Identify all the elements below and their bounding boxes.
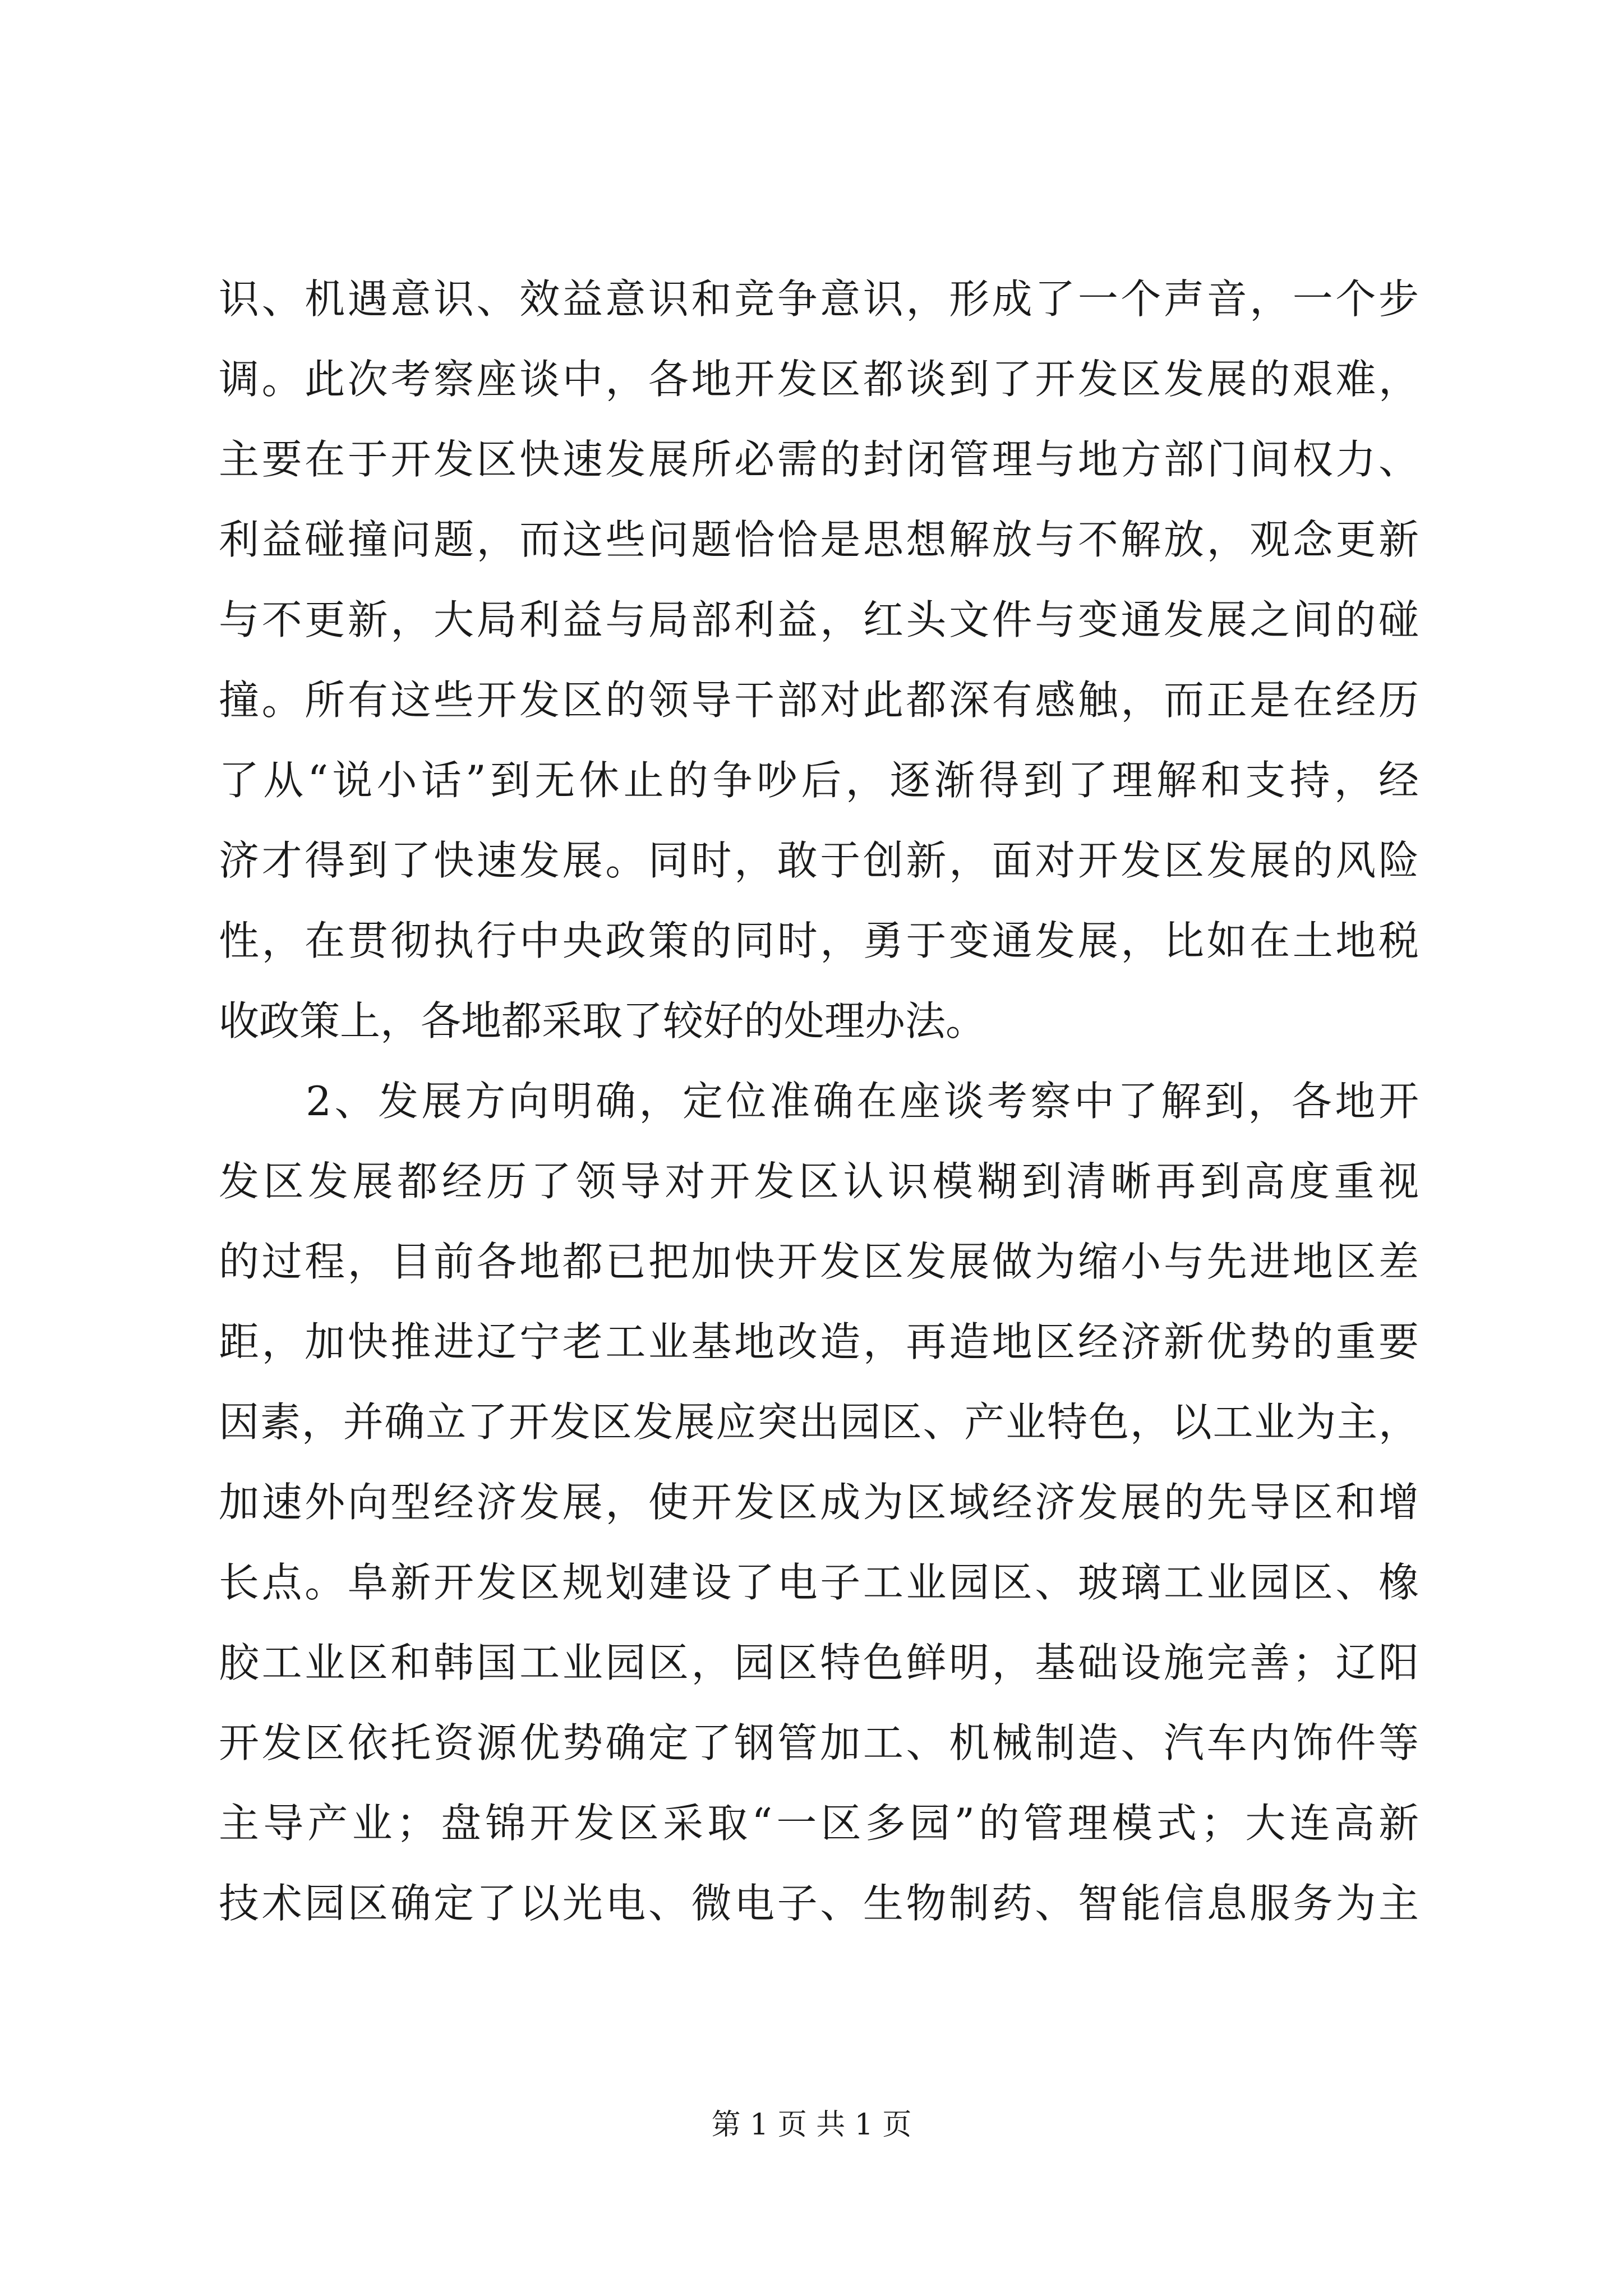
body-text	[219, 259, 1419, 1944]
text-line: 加速外向型经济发展，使开发区成为区域经济发展的先导区和增	[219, 1479, 1419, 1526]
text-line: 距，加快推进辽宁老工业基地改造，再造地区经济新优势的重要	[219, 1318, 1419, 1365]
text-line: 长点。阜新开发区规划建设了电子工业园区、玻璃工业园区、橡	[219, 1559, 1419, 1606]
page-footer: 第 1 页 共 1 页	[711, 2108, 912, 2142]
text-line: 济才得到了快速发展。同时，敢于创新，面对开发区发展的风险	[219, 837, 1419, 884]
text-line: 利益碰撞问题，而这些问题恰恰是思想解放与不解放，观念更新	[219, 516, 1419, 563]
text-line: 了从“说小话”到无休止的争吵后，逐渐得到了理解和支持，经	[219, 757, 1419, 804]
text-line: 胶工业区和韩国工业园区，园区特色鲜明，基础设施完善；辽阳	[219, 1639, 1419, 1686]
text-line: 因素，并确立了开发区发展应突出园区、产业特色，以工业为主，	[219, 1398, 1419, 1446]
text-line: 技术园区确定了以光电、微电子、生物制药、智能信息服务为主	[219, 1880, 1419, 1927]
text-line: 2、发展方向明确，定位准确在座谈考察中了解到，各地开	[219, 1078, 1419, 1125]
text-line: 主导产业；盘锦开发区采取“一区多园”的管理模式；大连高新	[219, 1800, 1419, 1847]
text-line: 撞。所有这些开发区的领导干部对此都深有感触，而正是在经历	[219, 677, 1419, 724]
text-line: 发区发展都经历了领导对开发区认识模糊到清晰再到高度重视	[219, 1158, 1419, 1205]
text-line: 的过程，目前各地都已把加快开发区发展做为缩小与先进地区差	[219, 1238, 1419, 1285]
text-line: 调。此次考察座谈中，各地开发区都谈到了开发区发展的艰难，	[219, 356, 1419, 403]
text-line: 与不更新，大局利益与局部利益，红头文件与变通发展之间的碰	[219, 596, 1419, 643]
text-line: 性，在贯彻执行中央政策的同时，勇于变通发展，比如在土地税	[219, 917, 1419, 964]
text-line: 开发区依托资源优势确定了钢管加工、机械制造、汽车内饰件等	[219, 1719, 1419, 1766]
text-line: 主要在于开发区快速发展所必需的封闭管理与地方部门间权力、	[219, 436, 1419, 483]
text-line: 识、机遇意识、效益意识和竞争意识，形成了一个声音，一个步	[219, 275, 1419, 323]
text-line: 收政策上，各地都采取了较好的处理办法。	[219, 997, 986, 1045]
